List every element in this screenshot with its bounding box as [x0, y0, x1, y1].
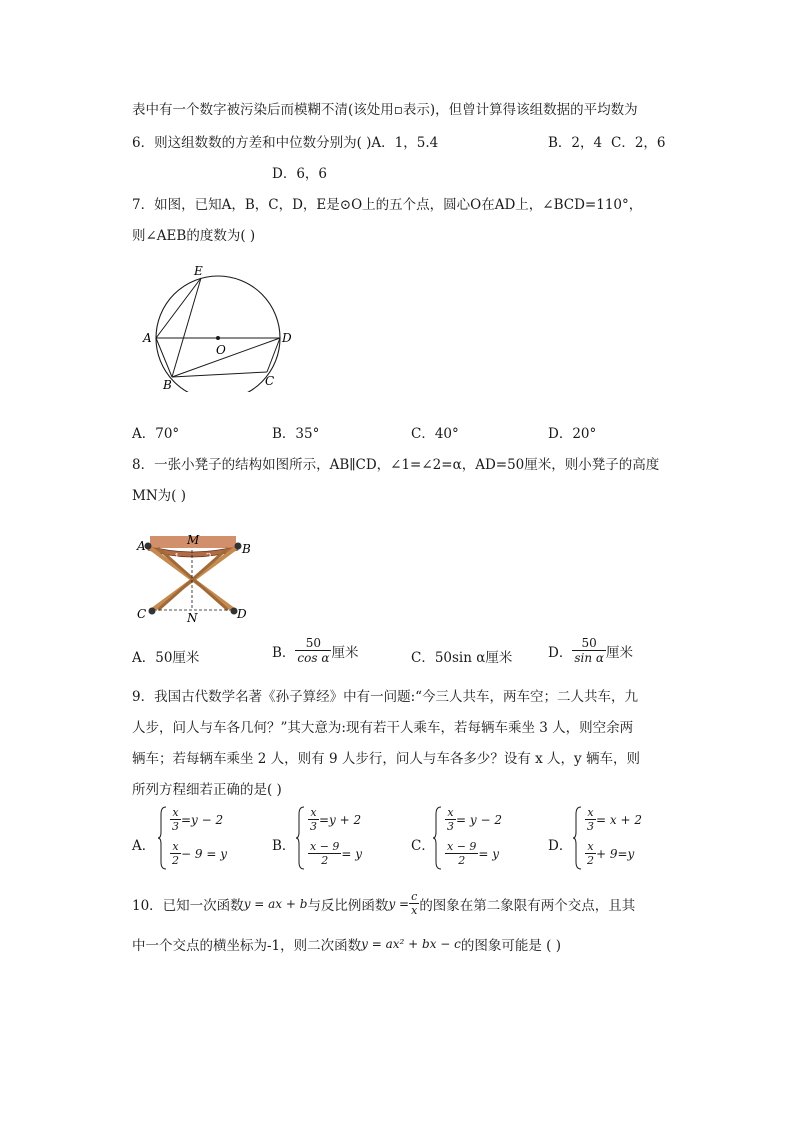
- q10-text-e: 的图象可能是 ( ): [460, 938, 562, 954]
- frac-num: x: [585, 806, 596, 820]
- label-b: B: [242, 542, 251, 556]
- fraction: [585, 840, 596, 867]
- q7-option-b: B．35°: [272, 426, 320, 442]
- q10-text-a: 10．已知一次函数: [132, 897, 244, 914]
- q8-stem-line1: 8．一张小凳子的结构如图所示，AB∥CD，∠1=∠2=α，AD=50厘米，则小凳子的高度: [132, 457, 660, 473]
- brace-icon: [158, 806, 168, 870]
- q9-stem-line2: 人步，问人与车各几何？”其大意为:现有若干人乘车，若每辆车乘坐 3 人，则空余两: [132, 720, 634, 736]
- frac-den: 3: [310, 820, 317, 833]
- q9-option-d-system: [573, 806, 663, 870]
- chord-bd: [172, 338, 280, 377]
- eq-row-2: [585, 840, 634, 867]
- eq-rest: = y: [478, 846, 500, 861]
- pivot-c: [149, 608, 156, 615]
- frac-den: 2: [321, 854, 329, 867]
- fraction: [308, 840, 341, 867]
- label-m: M: [187, 533, 200, 547]
- frac-num: x − 9: [447, 840, 477, 853]
- label-o: O: [216, 343, 226, 357]
- q9-stem-line3: 辆车；若每辆车乘坐 2 人，则有 9 人步行，问人与车各多少？设有 x 人，y 辆车，则: [132, 751, 640, 767]
- frac-num: 50: [572, 636, 606, 651]
- frac-num: x − 9: [310, 840, 340, 853]
- q7-option-c: C．40°: [411, 426, 459, 442]
- q6-option-d: D．6，6: [272, 166, 328, 182]
- q10-inverse-lhs: y =: [388, 896, 410, 911]
- label-c: C: [265, 374, 275, 388]
- q9-stem-line1: 9．我国古代数学名著《孙子算经》中有一问题:“今三人共车，两车空；二人共车，九: [132, 689, 639, 705]
- q10-inverse-fraction: [409, 890, 419, 917]
- frac-num: c: [409, 890, 419, 904]
- q9-option-c-label: C．: [411, 838, 435, 854]
- brace-icon: [433, 806, 443, 870]
- q7-stem-line2: 则∠AEB的度数为( ): [132, 228, 256, 244]
- q6-stem: 6．则这组数数的方差和中位数分别为( )A．1，5.4: [132, 135, 439, 151]
- frac-num: x: [308, 806, 319, 820]
- q8-option-d: [548, 636, 633, 665]
- frac-num: 50: [295, 636, 331, 651]
- fraction: [445, 806, 456, 833]
- stool-figure: [134, 526, 254, 626]
- fraction: [170, 806, 181, 833]
- pivot-b: [235, 543, 242, 550]
- q8-option-b-label: B．: [272, 644, 296, 661]
- fraction: [585, 806, 596, 833]
- q9-option-b-label: B．: [272, 838, 296, 854]
- label-b: B: [163, 378, 172, 392]
- brace-icon: [573, 806, 583, 870]
- frac-den: 3: [587, 820, 594, 833]
- eq-rest: = y − 2: [456, 812, 502, 827]
- q7-stem-line1: 7．如图，已知A，B，C，D，E是⊙O上的五个点，圆心O在AD上，∠BCD=110°，: [132, 197, 643, 213]
- label-n: N: [187, 611, 198, 625]
- brace-icon: [296, 806, 306, 870]
- eq-row-2: [445, 840, 499, 867]
- label-angle-2: 2: [206, 553, 212, 563]
- eq-rest: − 9 = y: [181, 846, 227, 861]
- fraction: [308, 806, 319, 833]
- chord-eb: [172, 278, 201, 377]
- q9-option-a-label: A．: [132, 838, 156, 854]
- frac-num: x: [585, 840, 596, 854]
- q10-text-b: 与反比例函数: [307, 897, 389, 914]
- q9-option-d-label: D．: [548, 838, 573, 854]
- intro-line: 表中有一个数字被污染后而模糊不清(该处用▫表示)，但曾计算得该组数据的平均数为: [132, 102, 638, 118]
- eq-row-2: [170, 840, 227, 867]
- q10-linear-function: y = ax + b: [243, 896, 308, 911]
- label-d: D: [237, 607, 247, 621]
- eq-row-2: [308, 840, 362, 867]
- eq-row-1: [308, 806, 361, 833]
- q8-option-c: C．50sin α厘米: [411, 650, 513, 666]
- q9-option-a-system: [158, 806, 248, 870]
- q6-option-b: B．2，4: [548, 135, 603, 151]
- eq-rest: =y + 2: [319, 812, 362, 827]
- q10-stem-line2: [132, 934, 561, 954]
- frac-den: sin α: [574, 651, 604, 665]
- q6-option-c: C．2，6: [611, 135, 666, 151]
- q8-option-d-unit: 厘米: [605, 644, 633, 661]
- q8-option-a: A．50厘米: [132, 650, 200, 666]
- label-d: D: [282, 331, 292, 345]
- frac-den: 3: [447, 820, 454, 833]
- frac-den: 2: [172, 854, 179, 867]
- chord-ab: [156, 338, 172, 377]
- q9-option-c-system: [433, 806, 523, 870]
- q8-option-d-fraction: [572, 636, 606, 665]
- label-c: C: [137, 607, 147, 621]
- q7-option-a: A．70°: [132, 426, 180, 442]
- q10-text-c: 的图象在第二象限有两个交点，且其: [419, 897, 636, 914]
- q8-option-b-fraction: [295, 636, 331, 665]
- q10-text-d: 中一个交点的横坐标为-1，则二次函数: [132, 938, 362, 954]
- label-e: E: [194, 264, 203, 278]
- fraction: [445, 840, 478, 867]
- chord-bc: [172, 372, 267, 377]
- eq-rest: =y − 2: [181, 812, 224, 827]
- fraction: [170, 840, 181, 867]
- eq-rest: = x + 2: [596, 812, 642, 827]
- q8-option-d-label: D．: [548, 644, 573, 661]
- q10-quadratic-function: y = ax² + bx − c: [361, 937, 461, 951]
- chord-ae: [156, 278, 201, 338]
- q8-stem-line2: MN为( ): [132, 488, 186, 504]
- frac-num: x: [170, 806, 181, 820]
- label-a: A: [143, 331, 152, 345]
- frac-den: x: [411, 904, 418, 917]
- center-dot: [216, 336, 220, 340]
- frac-den: cos α: [297, 651, 330, 665]
- q8-option-b: [272, 636, 358, 665]
- q8-option-b-unit: 厘米: [331, 644, 359, 661]
- frac-den: 2: [587, 854, 594, 867]
- eq-rest: + 9=y: [596, 846, 635, 861]
- frac-den: 3: [172, 820, 179, 833]
- eq-row-1: [585, 806, 642, 833]
- q10-stem-line1: [132, 890, 635, 917]
- eq-row-1: [445, 806, 502, 833]
- q9-option-b-system: [296, 806, 386, 870]
- q7-option-d: D．20°: [548, 426, 597, 442]
- eq-rest: = y: [341, 846, 363, 861]
- label-a: A: [137, 539, 146, 553]
- frac-num: x: [445, 806, 456, 820]
- frac-num: x: [170, 840, 181, 854]
- label-angle-1: 1: [174, 553, 180, 563]
- eq-row-1: [170, 806, 223, 833]
- q9-stem-line4: 所列方程细若正确的是( ): [132, 782, 282, 798]
- frac-den: 2: [458, 854, 466, 867]
- circle-figure: [140, 262, 300, 392]
